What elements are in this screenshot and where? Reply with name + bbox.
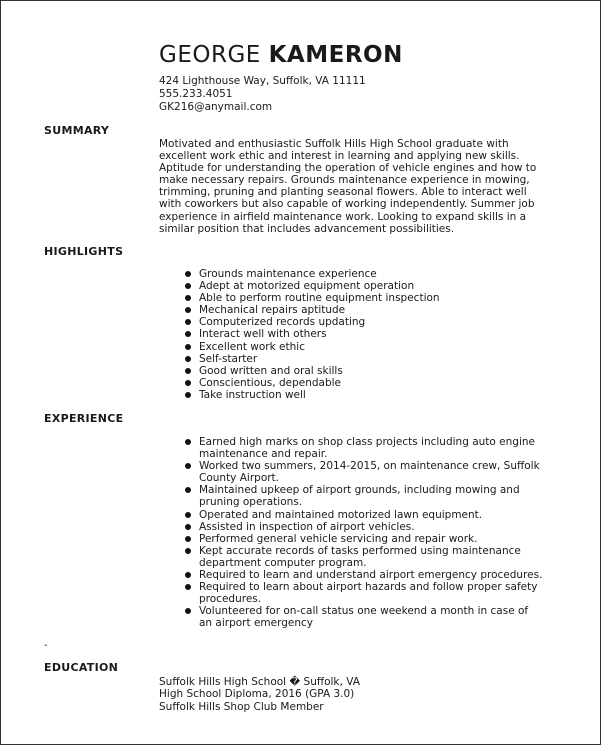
- experience-item: Required to learn about airport hazards and follow proper safety procedures.: [199, 581, 544, 605]
- experience-item: Assisted in inspection of airport vehicles.: [199, 521, 544, 533]
- highlight-item: Grounds maintenance experience: [199, 268, 544, 280]
- highlight-item: Adept at motorized equipment operation: [199, 280, 544, 292]
- highlight-item: Excellent work ethic: [199, 341, 544, 353]
- experience-list: [199, 436, 544, 630]
- highlight-item: Good written and oral skills: [199, 365, 544, 377]
- education-block: [159, 676, 360, 713]
- highlight-item: Interact well with others: [199, 328, 544, 340]
- contact-info: [159, 75, 366, 115]
- experience-item: Performed general vehicle servicing and repair work.: [199, 533, 544, 545]
- education-diploma: High School Diploma, 2016 (GPA 3.0): [159, 688, 355, 701]
- experience-item: Maintained upkeep of airport grounds, including mowing and pruning operations.: [199, 484, 544, 508]
- section-heading-education: EDUCATION: [44, 661, 119, 674]
- experience-item: Earned high marks on shop class projects including auto engine maintenance and repair.: [199, 436, 544, 460]
- highlight-item: Able to perform routine equipment inspection: [199, 292, 544, 304]
- highlight-item: Mechanical repairs aptitude: [199, 304, 544, 316]
- stray-dash: -: [44, 640, 48, 651]
- summary-text: Motivated and enthusiastic Suffolk Hills High School graduate with excellent work ethic and interest in learning and applying new skills. Aptitude for understanding the operation of vehicle engines and how to make necessary repairs. Grounds maintenance experience in mowing, trimming, pruning and planting seasonal flowers. Able to interact well with coworkers but also capable of working independently. Summer job experience in airfield maintenance work. Looking to expand skills in a similar position that includes advancement possibilities.: [159, 138, 537, 235]
- phone: 555.233.4051: [159, 88, 233, 101]
- section-heading-highlights: HIGHLIGHTS: [44, 245, 124, 258]
- last-name: KAMERON: [268, 42, 403, 68]
- experience-item: Kept accurate records of tasks performed using maintenance department computer program.: [199, 545, 544, 569]
- highlight-item: Conscientious, dependable: [199, 377, 544, 389]
- highlight-item: Take instruction well: [199, 389, 544, 401]
- section-heading-experience: EXPERIENCE: [44, 412, 124, 425]
- first-name: GEORGE: [159, 42, 261, 68]
- address: 424 Lighthouse Way, Suffolk, VA 11111: [159, 75, 366, 87]
- experience-item: Operated and maintained motorized lawn equipment.: [199, 509, 544, 521]
- highlight-item: Self-starter: [199, 353, 544, 365]
- education-club: Suffolk Hills Shop Club Member: [159, 700, 324, 713]
- highlights-list: [199, 268, 544, 401]
- section-heading-summary: SUMMARY: [44, 124, 110, 137]
- experience-item: Worked two summers, 2014-2015, on maintenance crew, Suffolk County Airport.: [199, 460, 544, 484]
- highlight-item: Computerized records updating: [199, 316, 544, 328]
- experience-item: Volunteered for on-call status one weekend a month in case of an airport emergency: [199, 605, 544, 629]
- education-school: Suffolk Hills High School � Suffolk, VA: [159, 676, 360, 688]
- experience-item: Required to learn and understand airport emergency procedures.: [199, 569, 543, 582]
- candidate-name: [159, 42, 403, 68]
- email: GK216@anymail.com: [159, 101, 273, 114]
